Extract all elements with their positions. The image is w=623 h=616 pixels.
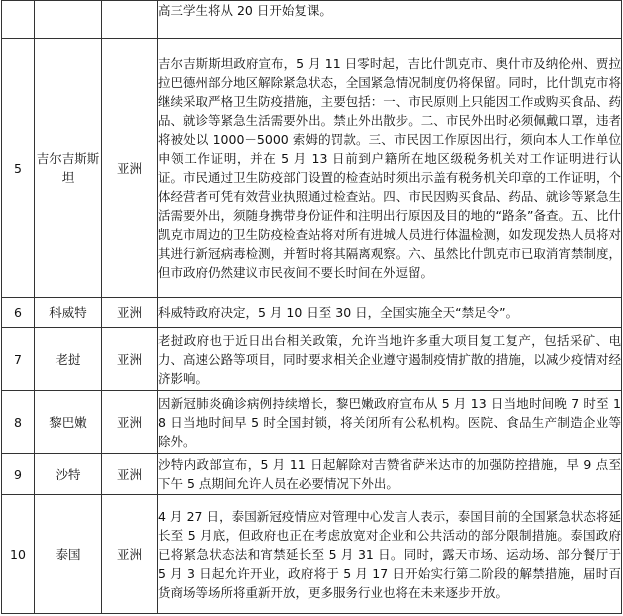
region-cell: 亚洲 — [102, 328, 158, 391]
policy-text-cell: 吉尔吉斯斯坦政府宣布，5 月 11 日零时起，吉比什凯克市、奥什市及纳伦州、贾拉拉巴德州部分地区解除紧急状态，全国紧急情况制度仍将保留。同时，比什凯克市将继续采取严格卫生防疫措施，主要包括：一、市民原则上只能因工作或购买食品、药品、就诊等紧急生活需要外出。禁止外出散步。二、市民外出时必须佩戴口罩，违者将被处以 1000－5000 索姆的罚款。三、市民因工作原因出行，须向本人工作单位申领工作证明，并在 5 月 13 日前到户籍所在地区级税务机关对工作证明进行认证。市民通过卫生防疫部门设置的检查站时须出示盖有税务机关印章的工作证明，个体经营者可凭有效营业执照通过检查站。四、市民因购买食品、药品、就诊等紧急生活需要外出，须随身携带身份证件和注明出行原因及目的地的“路条”备查。五、比什凯克市周边的卫生防疫检查站将对所有进城人员进行体温检测，如发现发热人员将对其进行新冠病毒检测，并暂时将其隔离观察。六、虽然比什凯克市已取消宵禁制度，但市政府仍然建议市民夜间不要长时间在外逗留。 — [158, 39, 622, 298]
row-number-cell — [2, 1, 35, 39]
row-number-cell: 10 — [2, 495, 35, 614]
region-cell — [102, 1, 158, 39]
country-cell: 泰国 — [35, 495, 102, 614]
policy-text-cell: 老挝政府也于近日出台相关政策，允许当地许多重大项目复工复产，包括采矿、电力、高速公路等项目，同时要求相关企业遵守遏制疫情扩散的措施，以减少疫情对经济影响。 — [158, 328, 622, 391]
row-number-cell: 8 — [2, 391, 35, 454]
table-row — [2, 328, 622, 391]
country-cell: 沙特 — [35, 454, 102, 495]
country-cell: 黎巴嫩 — [35, 391, 102, 454]
country-cell: 科威特 — [35, 298, 102, 328]
country-cell: 吉尔吉斯斯坦 — [35, 39, 102, 298]
table-row — [2, 495, 622, 614]
region-cell: 亚洲 — [102, 298, 158, 328]
row-number-cell: 7 — [2, 328, 35, 391]
table-row — [2, 1, 622, 39]
table-row — [2, 39, 622, 298]
region-cell: 亚洲 — [102, 39, 158, 298]
country-cell: 老挝 — [35, 328, 102, 391]
table-row — [2, 298, 622, 328]
table-row — [2, 391, 622, 454]
country-policy-table — [1, 0, 622, 614]
policy-text-cell: 因新冠肺炎确诊病例持续增长，黎巴嫩政府宣布从 5 月 13 日当地时间晚 7 时至 18 日当地时间早 5 时全国封锁，将关闭所有公私机构。医院、食品生产制造企业等除外。 — [158, 391, 622, 454]
policy-text-cell: 高三学生将从 20 日开始复课。 — [158, 1, 622, 39]
country-cell — [35, 1, 102, 39]
row-number-cell: 6 — [2, 298, 35, 328]
policy-text-cell: 科威特政府决定，5 月 10 日至 30 日，全国实施全天“禁足令”。 — [158, 298, 622, 328]
policy-text-cell: 4 月 27 日，泰国新冠疫情应对管理中心发言人表示，泰国目前的全国紧急状态将延长至 5 月底，但政府也正在考虑放宽对企业和公共活动的部分限制措施。泰国政府已将紧急状态法和宵禁延长至 5 月 31 日。同时，露天市场、运动场、部分餐厅于 5 月 3 日起允许开业，政府将于 5 月 17 日开始实行第二阶段的解禁措施，届时百货商场等场所将重新开放，更多服务行业也将在未来逐步开放。 — [158, 495, 622, 614]
row-number-cell: 5 — [2, 39, 35, 298]
policy-text-cell: 沙特内政部宣布，5 月 11 日起解除对吉赞省萨米达市的加强防控措施，早 9 点至下午 5 点期间允许人员在必要情况下外出。 — [158, 454, 622, 495]
region-cell: 亚洲 — [102, 495, 158, 614]
row-number-cell: 9 — [2, 454, 35, 495]
region-cell: 亚洲 — [102, 454, 158, 495]
region-cell: 亚洲 — [102, 391, 158, 454]
table-row — [2, 454, 622, 495]
